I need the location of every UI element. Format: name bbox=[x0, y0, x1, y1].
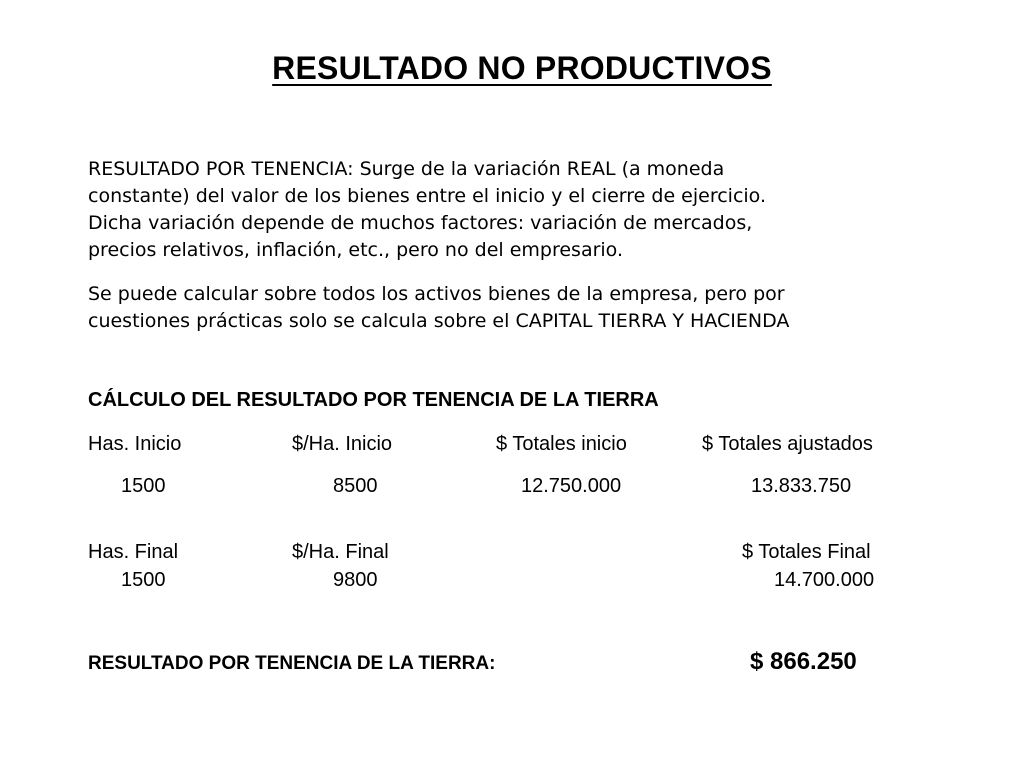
value-totales-final: 14.700.000 bbox=[774, 569, 875, 591]
text-line: constante) del valor de los bienes entre el inicio y el cierre de ejercicio. bbox=[88, 185, 767, 207]
value-totales-ajustados: 13.833.750 bbox=[751, 475, 852, 497]
header-totales-inicio: $ Totales inicio bbox=[496, 433, 627, 455]
value-price-final: 9800 bbox=[333, 569, 378, 591]
text-line: RESULTADO POR TENENCIA: Surge de la variación REAL (a moneda bbox=[88, 158, 725, 180]
result-value: $ 866.250 bbox=[750, 648, 857, 675]
header-totales-ajustados: $ Totales ajustados bbox=[702, 433, 873, 455]
intro-paragraph-1 bbox=[88, 156, 978, 264]
text-line: cuestiones prácticas solo se calcula sobre el CAPITAL TIERRA Y HACIENDA bbox=[88, 310, 790, 332]
text-line: Se puede calcular sobre todos los activos bienes de la empresa, pero por bbox=[88, 283, 785, 305]
intro-paragraph-2 bbox=[88, 281, 978, 335]
header-has-final: Has. Final bbox=[88, 541, 179, 563]
text-line: precios relativos, inflación, etc., pero no del empresario. bbox=[88, 239, 624, 261]
value-has-inicio: 1500 bbox=[121, 475, 166, 497]
text-line: Dicha variación depende de muchos factores: variación de mercados, bbox=[88, 212, 753, 234]
header-totales-final: $ Totales Final bbox=[742, 541, 871, 563]
page-title: RESULTADO NO PRODUCTIVOS bbox=[272, 50, 772, 86]
calculation-heading: CÁLCULO DEL RESULTADO POR TENENCIA DE LA TIERRA bbox=[88, 389, 659, 411]
value-has-final: 1500 bbox=[121, 569, 166, 591]
value-price-inicio: 8500 bbox=[333, 475, 378, 497]
header-price-final: $/Ha. Final bbox=[292, 541, 389, 563]
result-label: RESULTADO POR TENENCIA DE LA TIERRA: bbox=[88, 653, 496, 674]
header-price-inicio: $/Ha. Inicio bbox=[292, 433, 393, 455]
header-has-inicio: Has. Inicio bbox=[88, 433, 182, 455]
value-totales-inicio: 12.750.000 bbox=[521, 475, 622, 497]
